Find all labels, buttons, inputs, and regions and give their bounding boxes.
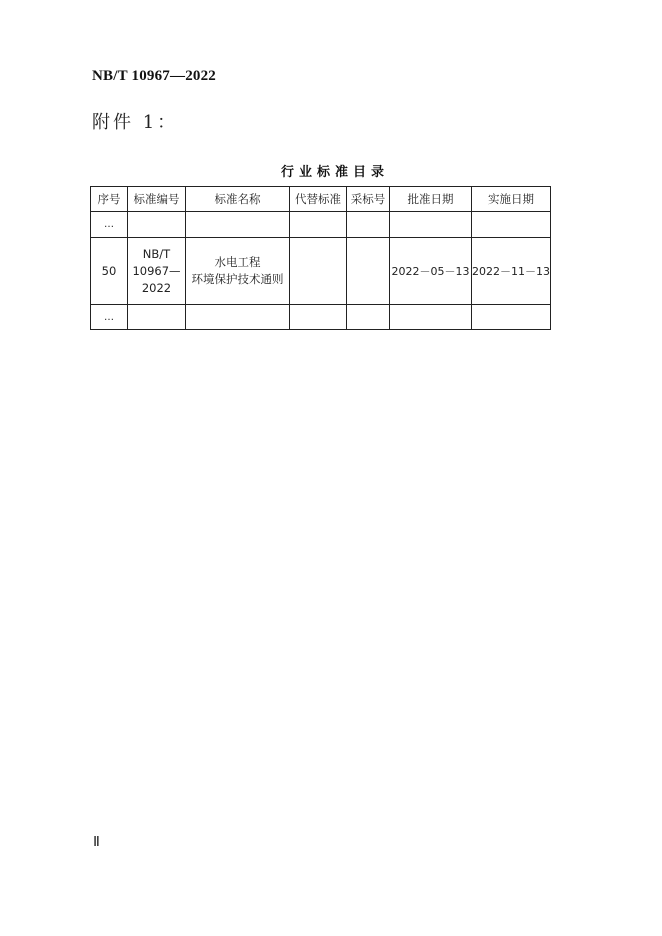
seq-cell: 50 xyxy=(91,238,128,305)
name-cell xyxy=(186,238,290,305)
code-line: 10967— xyxy=(132,263,181,278)
table-header-row xyxy=(91,187,551,212)
replaces-cell xyxy=(290,212,347,238)
table-row xyxy=(91,305,551,330)
adopted-cell xyxy=(347,305,390,330)
attachment-label: 附件 1： xyxy=(92,112,179,133)
column-header-replaces: 代替标准 xyxy=(290,187,347,212)
approve-date-cell xyxy=(390,212,472,238)
effective-date-cell xyxy=(472,305,551,330)
standards-table xyxy=(90,186,551,330)
replaces-cell xyxy=(290,305,347,330)
name-line: 环境保护技术通则 xyxy=(191,272,284,286)
approve-date-cell xyxy=(390,305,472,330)
code-line: NB/T xyxy=(142,246,171,261)
column-header-name: 标准名称 xyxy=(186,187,290,212)
effective-date-cell xyxy=(472,212,551,238)
table-row xyxy=(91,238,551,305)
table-title: 行业标准目录 xyxy=(280,165,389,180)
name-cell xyxy=(186,305,290,330)
adopted-cell xyxy=(347,238,390,305)
column-header-seq: 序号 xyxy=(91,187,128,212)
column-header-approve-date: 批准日期 xyxy=(390,187,472,212)
name-cell xyxy=(186,212,290,238)
code-cell xyxy=(128,212,186,238)
table-row xyxy=(91,212,551,238)
adopted-cell xyxy=(347,212,390,238)
seq-cell: … xyxy=(91,305,128,330)
column-header-adopted: 采标号 xyxy=(347,187,390,212)
document-code: NB/T 10967—2022 xyxy=(92,68,216,84)
code-line: 2022 xyxy=(141,280,172,295)
column-header-code: 标准编号 xyxy=(128,187,186,212)
replaces-cell xyxy=(290,238,347,305)
column-header-effective-date: 实施日期 xyxy=(472,187,551,212)
code-cell xyxy=(128,305,186,330)
seq-cell: … xyxy=(91,212,128,238)
page-number: Ⅱ xyxy=(93,835,100,850)
effective-date-cell: 2022－11－13 xyxy=(472,238,551,305)
approve-date-cell: 2022－05－13 xyxy=(390,238,472,305)
code-cell xyxy=(128,238,186,305)
name-line: 水电工程 xyxy=(214,255,261,269)
